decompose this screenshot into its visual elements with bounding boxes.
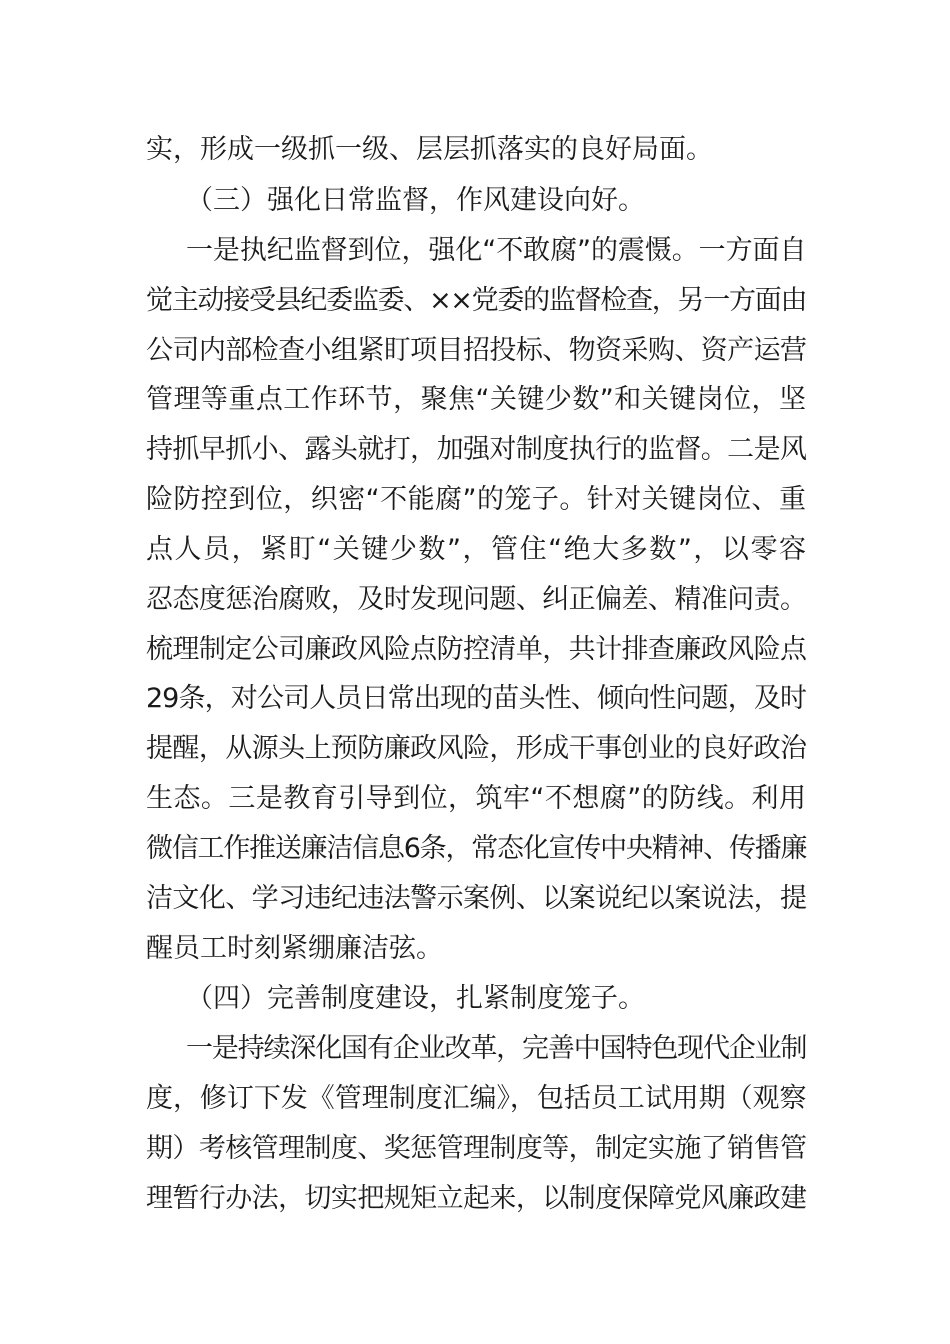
text-line-7: 持抓早抓小、露头就打，加强对制度执行的监督。二是风 bbox=[146, 434, 806, 465]
text-line-22: 理暂行办法，切实把规矩立起来，以制度保障党风廉政建 bbox=[146, 1183, 806, 1214]
text-line-20: 度，修订下发《管理制度汇编》，包括员工试用期（观察 bbox=[146, 1083, 806, 1114]
text-line-3: 一是执纪监督到位，强化“不敢腐”的震慑。一方面自 bbox=[186, 235, 806, 266]
text-line-17: 醒员工时刻紧绷廉洁弦。 bbox=[146, 933, 443, 964]
text-line-6: 管理等重点工作环节，聚焦“关键少数”和关键岗位，坚 bbox=[146, 384, 806, 415]
section-heading-3: （三）强化日常监督，作风建设向好。 bbox=[186, 185, 645, 216]
text-line-5: 公司内部检查小组紧盯项目招投标、物资采购、资产运营 bbox=[146, 335, 806, 366]
text-line-12: 29条，对公司人员日常出现的苗头性、倾向性问题，及时 bbox=[146, 683, 806, 714]
text-line-15: 微信工作推送廉洁信息6条，常态化宣传中央精神、传播廉 bbox=[146, 833, 806, 864]
text-line-9: 点人员，紧盯“关键少数”，管住“绝大多数”，以零容 bbox=[146, 534, 806, 565]
section-heading-4: （四）完善制度建设，扎紧制度笼子。 bbox=[186, 983, 645, 1014]
text-line-19: 一是持续深化国有企业改革，完善中国特色现代企业制 bbox=[186, 1033, 806, 1064]
text-line-16: 洁文化、学习违纪违法警示案例、以案说纪以案说法，提 bbox=[146, 883, 806, 914]
text-line-11: 梳理制定公司廉政风险点防控清单，共计排查廉政风险点 bbox=[146, 634, 806, 665]
text-line-13: 提醒，从源头上预防廉政风险，形成干事创业的良好政治 bbox=[146, 733, 806, 764]
text-line-21: 期）考核管理制度、奖惩管理制度等，制定实施了销售管 bbox=[146, 1133, 806, 1164]
text-line-4: 觉主动接受县纪委监委、××党委的监督检查，另一方面由 bbox=[146, 285, 806, 316]
text-line-14: 生态。三是教育引导到位，筑牢“不想腐”的防线。利用 bbox=[146, 783, 806, 814]
text-line-8: 险防控到位，织密“不能腐”的笼子。针对关键岗位、重 bbox=[146, 484, 806, 515]
text-line-10: 忍态度惩治腐败，及时发现问题、纠正偏差、精准问责。 bbox=[146, 584, 806, 615]
text-line-1: 实，形成一级抓一级、层层抓落实的良好局面。 bbox=[146, 134, 713, 165]
